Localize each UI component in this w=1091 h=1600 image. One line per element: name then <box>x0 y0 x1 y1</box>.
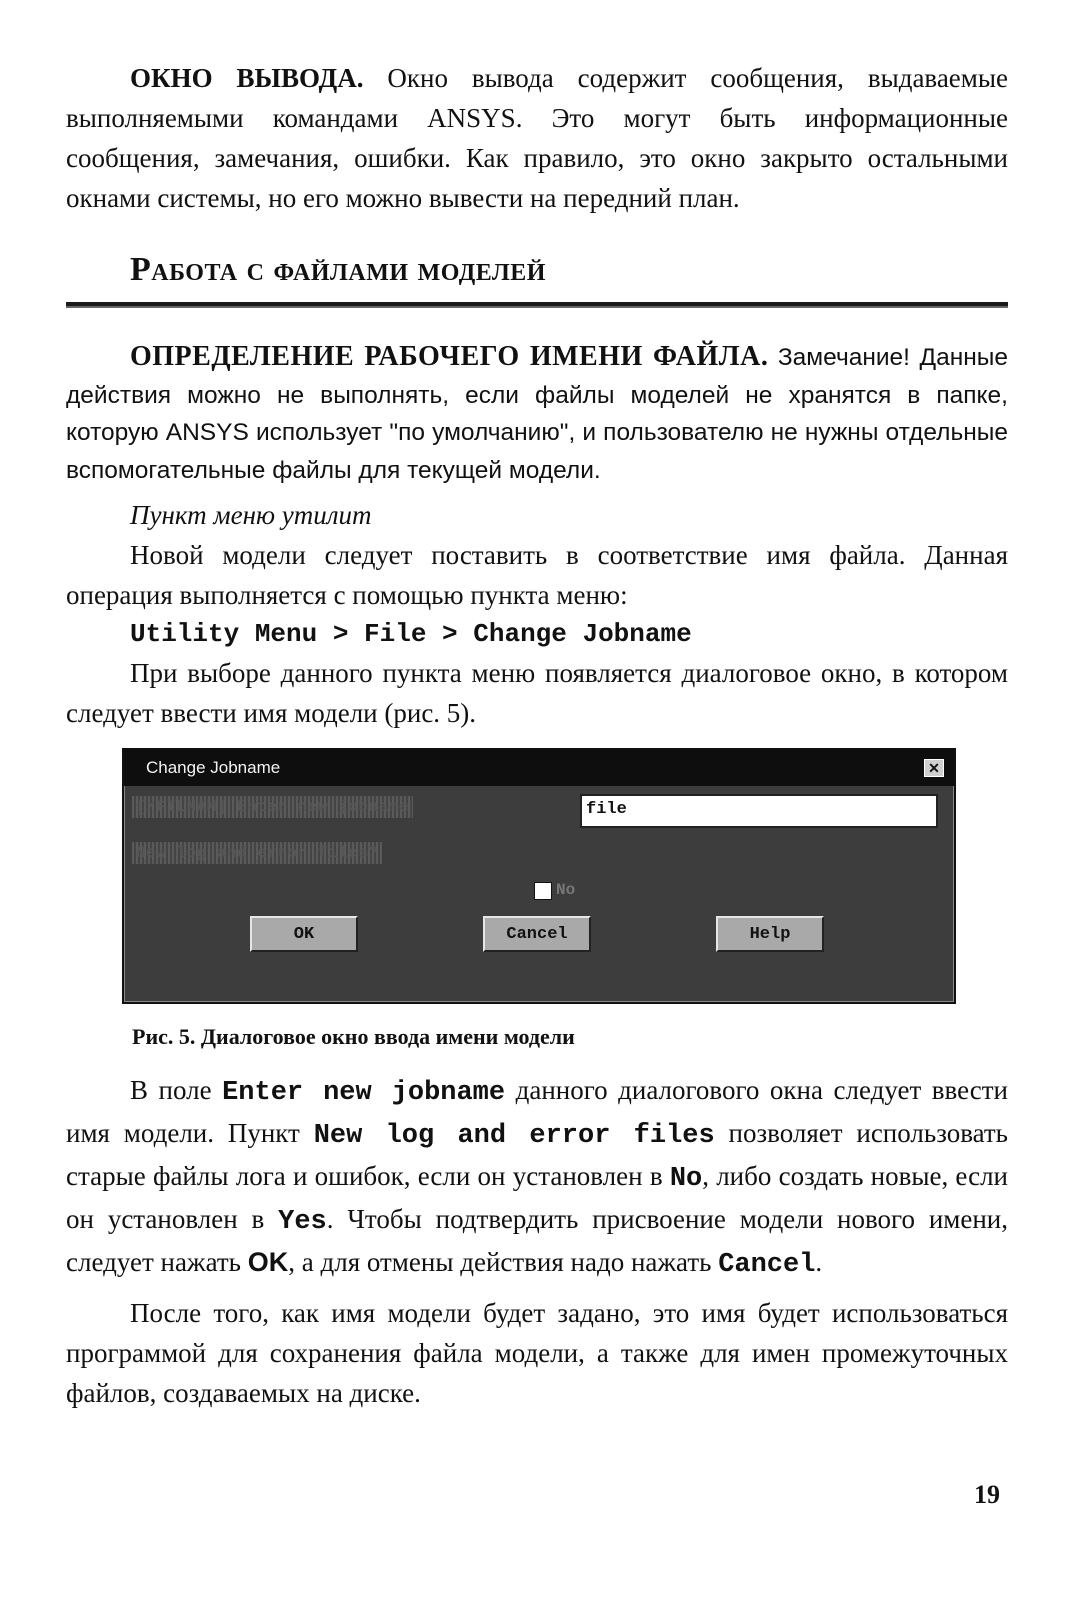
close-icon[interactable]: ✕ <box>924 759 944 777</box>
jobname-paragraph <box>66 338 1008 489</box>
code-no: No <box>669 1164 703 1194</box>
label-ok: OK <box>247 1247 289 1277</box>
output-window-heading: ОКНО ВЫВОДА. <box>130 63 364 93</box>
dialog-title: Change Jobname <box>146 758 281 777</box>
paragraph-jobname <box>66 338 1008 489</box>
text-run: . <box>815 1247 823 1277</box>
page-number: 19 <box>974 1480 1000 1509</box>
help-button[interactable]: Help <box>716 916 824 952</box>
dialog-body <box>124 786 954 1000</box>
dialog-titlebar[interactable] <box>124 750 954 786</box>
jobname-note: Замечание! Данные действия можно не выполнять, если файлы моделей не хранятся в папке, которую ANSYS использует "по умолчанию", и пользователю не нужны отдельные вспомогательные файлы для текущей модели. <box>66 344 1008 484</box>
text-run: В поле <box>130 1075 223 1105</box>
lower-content <box>66 1070 1008 1413</box>
paragraph-output-window <box>66 58 1008 218</box>
page-content <box>66 58 1008 733</box>
code-enter-new-jobname: Enter new jobname <box>222 1078 506 1108</box>
text-run: , либо создать новые, если он установлен в <box>66 1161 1008 1234</box>
section-title: Работа с файлами моделей <box>130 251 546 288</box>
text-run: . Чтобы подтвердить присвоение модели нового имени, следует нажать <box>66 1204 1008 1277</box>
code-cancel: Cancel <box>718 1250 816 1280</box>
paragraph-assign-name: Новой модели следует поставить в соответствие имя файла. Данная операция выполняется с помощью пункта меню: <box>66 540 1008 610</box>
text-run: , а для отмены действия надо нажать <box>288 1247 719 1277</box>
menu-path: Utility Menu > File > Change Jobname <box>130 619 692 649</box>
paragraph-field-usage <box>66 1070 1008 1285</box>
section-rule <box>66 302 1008 308</box>
text-run: позволяет использовать старые файлы лога и ошибок, если он установлен в <box>66 1118 1008 1191</box>
output-window-text: Окно вывода содержит сообщения, выдаваемые выполняемыми командами ANSYS. Это могут быть информационные сообщения, замечания, ошибки. Как правило, это окно закрыто остальными окнами системы, но его можно вывести на передний план. <box>66 63 1009 213</box>
ok-button[interactable]: OK <box>250 916 358 952</box>
new-log-checkbox[interactable] <box>534 882 552 900</box>
code-new-log-files: New log and error files <box>313 1121 715 1151</box>
text-run: данного диалогового окна следует ввести имя модели. Пункт <box>66 1075 1008 1148</box>
figure-caption: Рис. 5. Диалоговое окно ввода имени модели <box>132 1024 575 1049</box>
jobname-label: [/FILNAM] Enter new jobname <box>132 796 413 818</box>
paragraph-dialog-intro: При выборе данного пункта меню появляется диалоговое окно, в котором следует ввести имя модели (рис. 5). <box>66 658 1008 728</box>
utility-menu-subtitle: Пункт меню утилит <box>130 500 372 530</box>
code-yes: Yes <box>278 1207 327 1237</box>
cancel-button[interactable]: Cancel <box>483 916 591 952</box>
new-log-label: New log and error files? <box>132 842 382 864</box>
new-log-checkbox-label: No <box>556 881 576 899</box>
change-jobname-dialog <box>122 748 956 1004</box>
paragraph-after-naming: После того, как имя модели будет задано, это имя будет использоваться программой для сохранения файла модели, а также для имен промежуточных файлов, создаваемых на диске. <box>66 1298 1008 1408</box>
jobname-input[interactable]: file <box>580 794 938 828</box>
jobname-heading: ОПРЕДЕЛЕНИЕ РАБОЧЕГО ИМЕНИ ФАЙЛА. <box>130 341 769 372</box>
